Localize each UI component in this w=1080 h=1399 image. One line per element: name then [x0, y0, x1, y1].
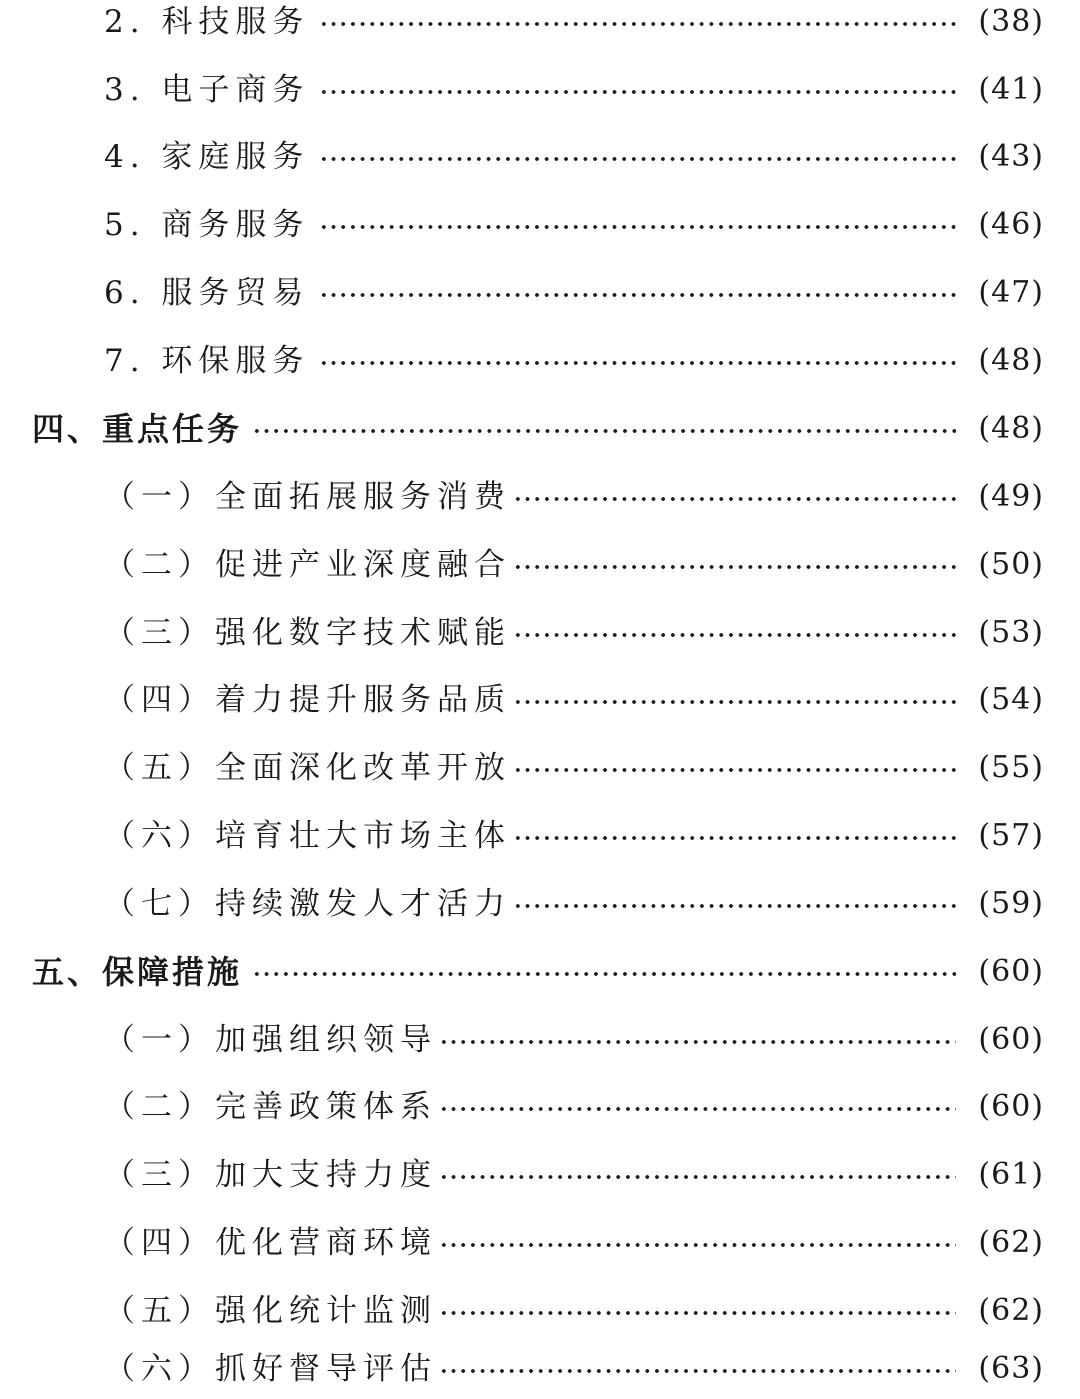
dot-leader	[319, 292, 956, 298]
dot-leader	[513, 835, 956, 841]
toc-entry-service-trade	[0, 263, 1080, 323]
toc-section-key-tasks	[0, 399, 1080, 459]
dot-leader	[513, 632, 956, 638]
dot-leader	[513, 903, 956, 909]
toc-entry-label: （五）全面深化改革开放	[104, 750, 511, 786]
toc-entry-page: (57)	[978, 818, 1044, 853]
toc-entry-label: （四）着力提升服务品质	[104, 682, 511, 718]
toc-entry-environmental-services	[0, 331, 1080, 391]
toc-entry-digital-empowerment	[0, 603, 1080, 663]
toc-entry-label: （二）促进产业深度融合	[104, 547, 511, 583]
toc-entry-page: (43)	[978, 139, 1044, 174]
toc-entry-label: 7. 环保服务	[104, 343, 310, 379]
dot-leader	[439, 1039, 956, 1045]
toc-section-safeguards	[0, 942, 1080, 1002]
toc-entry-reform-opening	[0, 738, 1080, 798]
dot-leader	[513, 699, 956, 705]
toc-entry-page: (59)	[978, 886, 1044, 921]
toc-entry-household-services	[0, 127, 1080, 187]
toc-entry-label: （三）强化数字技术赋能	[104, 615, 511, 651]
toc-entry-label: （五）强化统计监测	[104, 1293, 437, 1329]
toc-entry-e-commerce	[0, 60, 1080, 120]
toc-entry-service-quality	[0, 670, 1080, 730]
toc-entry-label: 3. 电子商务	[104, 72, 310, 108]
dot-leader	[319, 156, 956, 162]
toc-section-label: 四、重点任务	[32, 410, 243, 448]
toc-entry-page: (60)	[978, 1089, 1044, 1124]
toc-entry-page: (49)	[978, 479, 1044, 514]
dot-leader	[252, 971, 956, 977]
dot-leader	[513, 496, 956, 502]
toc-entry-policy-system	[0, 1077, 1080, 1137]
toc-section-label: 五、保障措施	[32, 953, 243, 991]
toc-entry-label: （七）持续激发人才活力	[104, 886, 511, 922]
toc-entry-page: (55)	[978, 750, 1044, 785]
toc-entry-page: (50)	[978, 547, 1044, 582]
dot-leader	[319, 21, 956, 27]
dot-leader	[252, 428, 956, 434]
dot-leader	[439, 1174, 956, 1180]
toc-entry-expand-service-consumption	[0, 467, 1080, 527]
toc-entry-label: （六）培育壮大市场主体	[104, 818, 511, 854]
toc-entry-business-services	[0, 195, 1080, 255]
toc-entry-business-environment	[0, 1213, 1080, 1273]
dot-leader	[439, 1106, 956, 1112]
toc-entry-label: 2. 科技服务	[104, 4, 310, 40]
toc-entry-page: (54)	[978, 682, 1044, 717]
toc-entry-label: 4. 家庭服务	[104, 139, 310, 175]
toc-entry-page: (53)	[978, 615, 1044, 650]
dot-leader	[513, 564, 956, 570]
toc-entry-page: (47)	[978, 275, 1044, 310]
toc-entry-page: (60)	[978, 1022, 1044, 1057]
toc-entry-page: (60)	[978, 954, 1044, 989]
toc-entry-supervision-evaluation	[0, 1339, 1080, 1399]
toc-entry-page: (61)	[978, 1157, 1044, 1192]
dot-leader	[319, 224, 956, 230]
toc-entry-page: (48)	[978, 343, 1044, 378]
dot-leader	[439, 1242, 956, 1248]
toc-entry-label: （三）加大支持力度	[104, 1157, 437, 1193]
toc-entry-page: (48)	[978, 411, 1044, 446]
dot-leader	[319, 360, 956, 366]
dot-leader	[439, 1368, 956, 1374]
dot-leader	[439, 1310, 956, 1316]
toc-entry-label: （六）抓好督导评估	[104, 1351, 437, 1387]
toc-entry-page: (41)	[978, 72, 1044, 107]
toc-entry-tech-services	[0, 0, 1080, 52]
toc-entry-label: （一）全面拓展服务消费	[104, 479, 511, 515]
toc-entry-page: (63)	[978, 1351, 1044, 1386]
toc-entry-support-intensity	[0, 1145, 1080, 1205]
toc-entry-page: (62)	[978, 1225, 1044, 1260]
toc-entry-label: （一）加强组织领导	[104, 1022, 437, 1058]
dot-leader	[513, 767, 956, 773]
toc-entry-page: (62)	[978, 1293, 1044, 1328]
toc-entry-market-entities	[0, 806, 1080, 866]
toc-entry-label: （二）完善政策体系	[104, 1089, 437, 1125]
toc-entry-label: （四）优化营商环境	[104, 1225, 437, 1261]
toc-entry-industry-integration	[0, 535, 1080, 595]
toc-entry-label: 5. 商务服务	[104, 207, 310, 243]
toc-entry-talent-vitality	[0, 874, 1080, 934]
dot-leader	[319, 89, 956, 95]
toc-entry-organizational-leadership	[0, 1010, 1080, 1070]
toc-entry-statistical-monitoring	[0, 1281, 1080, 1341]
toc-entry-page: (38)	[978, 4, 1044, 39]
toc-entry-label: 6. 服务贸易	[104, 275, 310, 311]
toc-entry-page: (46)	[978, 207, 1044, 242]
